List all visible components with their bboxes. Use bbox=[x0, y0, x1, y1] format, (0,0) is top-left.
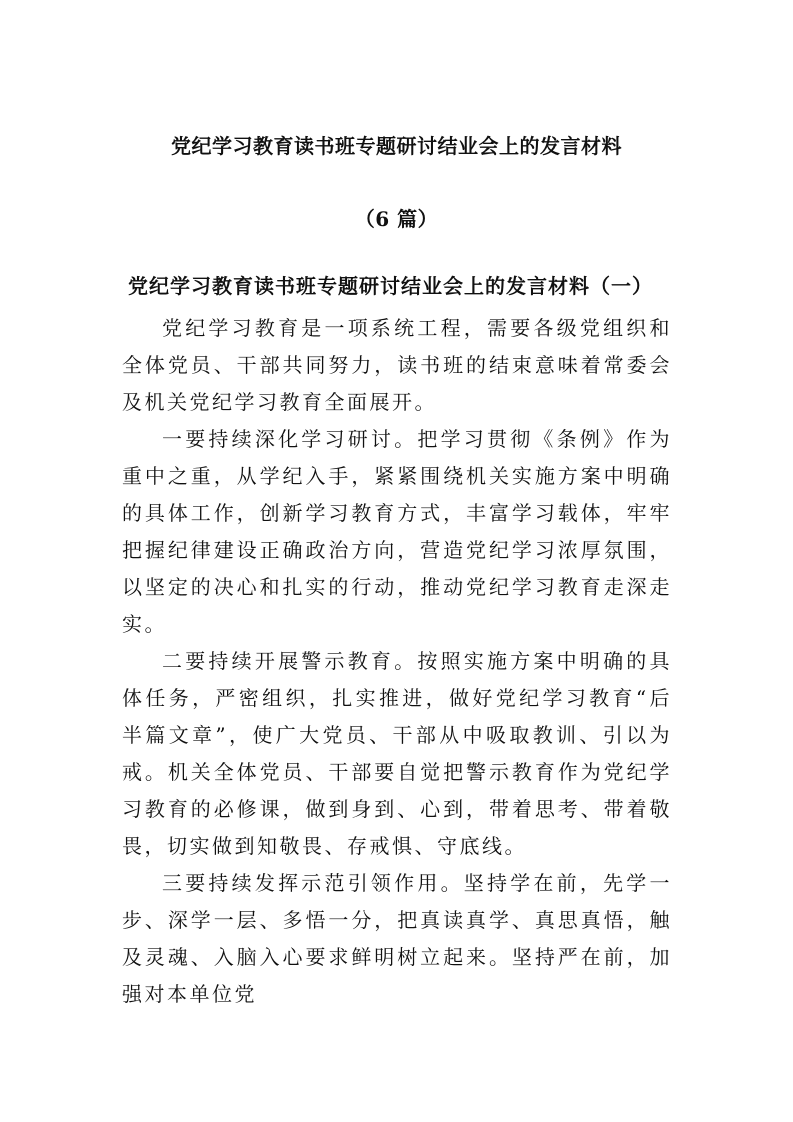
paragraph-point-1: 一要持续深化学习研讨。把学习贯彻《条例》作为重中之重，从学纪入手，紧紧围绕机关实施方案中明确的具体工作，创新学习教育方式，丰富学习载体，牢牢把握纪律建设正确政治方向，营造党纪学习浓厚氛围，以坚定的决心和扎实的行动，推动党纪学习教育走深走实。 bbox=[122, 427, 672, 636]
document-title: 党纪学习教育读书班专题研讨结业会上的发言材料 bbox=[171, 134, 622, 158]
paragraph-point-3: 三要持续发挥示范引领作用。坚持学在前，先学一步、深学一层、多悟一分，把真读真学、真思真悟，触及灵魂、入脑入心要求鲜明树立起来。坚持严在前，加强对本单位党 bbox=[122, 871, 672, 1006]
paragraph-point-2: 二要持续开展警示教育。按照实施方案中明确的具体任务，严密组织，扎实推进，做好党纪学习教育“后半篇文章”，使广大党员、干部从中吸取教训、引以为戒。机关全体党员、干部要自觉把警示教育作为党纪学习教育的必修课，做到身到、心到，带着思考、带着敬畏，切实做到知敬畏、存戒惧、守底线。 bbox=[122, 649, 672, 858]
document-subtitle: （6 篇） bbox=[354, 207, 439, 231]
body-text bbox=[122, 310, 672, 1013]
section-heading: 党纪学习教育读书班专题研讨结业会上的发言材料（一） bbox=[128, 274, 653, 298]
paragraph-intro: 党纪学习教育是一项系统工程，需要各级党组织和全体党员、干部共同努力，读书班的结束意味着常委会及机关党纪学习教育全面展开。 bbox=[122, 316, 672, 414]
